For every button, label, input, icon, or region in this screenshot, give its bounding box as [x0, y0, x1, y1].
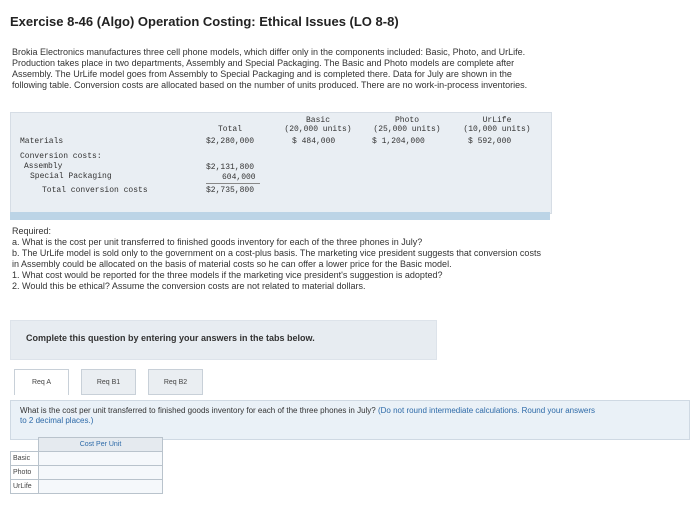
- header-basic-units: (20,000 units): [284, 125, 352, 134]
- answer-row-label-urlife: UrLife: [11, 480, 39, 494]
- cell-materials-photo: $ 1,204,000: [372, 137, 425, 146]
- intro-paragraph: [12, 47, 688, 91]
- table-bottom-strip: [10, 212, 550, 220]
- row-label-conversion: Conversion costs:: [20, 152, 102, 161]
- answer-corner: [11, 438, 39, 452]
- header-basic-label: Basic: [305, 116, 330, 125]
- row-label-total-conversion: Total conversion costs: [42, 186, 148, 195]
- intro-line: Assembly. The UrLife model goes from Assembly to Special Packaging and is completed there. Data for July are shown in the: [12, 69, 512, 79]
- answer-cell-photo: [39, 466, 163, 480]
- header-urlife-units: (10,000 units): [463, 125, 531, 134]
- header-basic: [280, 116, 356, 134]
- table-row: [11, 466, 163, 480]
- cell-total-conversion: $2,735,800: [206, 186, 255, 195]
- intro-line: Production takes place in two departments, Assembly and Special Packaging. The Basic and Photo models are complete after: [12, 58, 515, 68]
- intro-line: Brokia Electronics manufactures three cell phone models, which differ only in the components included: Basic, Photo, and UrLife.: [12, 47, 526, 57]
- header-photo-label: Photo: [394, 116, 419, 125]
- cost-per-unit-photo-input[interactable]: [41, 467, 159, 479]
- question-main: What is the cost per unit transferred to finished goods inventory for each of the three phones in July?: [20, 406, 376, 415]
- intro-line: following table. Conversion costs are allocated based on the number of units produced. There are no work-in-process inventories.: [12, 80, 528, 90]
- answer-row-label-basic: Basic: [11, 452, 39, 466]
- cost-per-unit-basic-input[interactable]: [41, 453, 159, 465]
- cell-special-packaging-total: 604,000: [222, 173, 256, 182]
- header-photo-units: (25,000 units): [373, 125, 441, 134]
- row-label-materials: Materials: [20, 137, 64, 146]
- cell-materials-total: $2,280,000: [206, 137, 255, 146]
- exercise-title: Exercise 8-46 (Algo) Operation Costing: Ethical Issues (LO 8-8): [10, 14, 399, 29]
- question-hint: (Do not round intermediate calculations. Round your answers to 2 decimal places.): [20, 406, 595, 425]
- tab-req-b2[interactable]: Req B2: [148, 369, 203, 395]
- cost-per-unit-urlife-input[interactable]: [41, 481, 159, 493]
- required-section: [12, 226, 692, 292]
- answer-cell-urlife: [39, 480, 163, 494]
- tab-req-a[interactable]: Req A: [14, 369, 69, 395]
- required-heading: Required:: [12, 226, 52, 236]
- cell-materials-urlife: $ 592,000: [468, 137, 512, 146]
- cell-assembly-total: $2,131,800: [206, 163, 255, 172]
- table-row: [11, 480, 163, 494]
- row-label-assembly: Assembly: [24, 162, 63, 171]
- header-urlife: [452, 116, 542, 134]
- header-photo: [364, 116, 450, 134]
- answer-row-label-photo: Photo: [11, 466, 39, 480]
- answer-header-row: [11, 438, 163, 452]
- row-label-special-packaging: Special Packaging: [30, 172, 112, 181]
- header-total: Total: [217, 125, 242, 134]
- required-line: a. What is the cost per unit transferred to finished goods inventory for each of the three phones in July?: [12, 237, 423, 247]
- required-line: 2. Would this be ethical? Assume the conversion costs are not related to material dollars.: [12, 281, 366, 291]
- question-text: [20, 406, 600, 426]
- table-row: [11, 452, 163, 466]
- required-line: 1. What cost would be reported for the three models if the marketing vice president's suggestion is adopted?: [12, 270, 443, 280]
- total-divider: [206, 183, 260, 184]
- tab-req-b1[interactable]: Req B1: [81, 369, 136, 395]
- header-urlife-label: UrLife: [482, 116, 512, 125]
- cell-materials-basic: $ 484,000: [292, 137, 336, 146]
- answer-table: [10, 437, 163, 494]
- required-line: b. The UrLife model is sold only to the government on a cost-plus basis. The marketing vice president suggests that conversion costs: [12, 248, 541, 258]
- instructions-text: Complete this question by entering your answers in the tabs below.: [26, 333, 315, 343]
- required-line: in Assembly could be allocated on the basis of material costs so he can offer a lower price for the Basic model.: [12, 259, 452, 269]
- answer-column-header: Cost Per Unit: [39, 438, 163, 452]
- answer-cell-basic: [39, 452, 163, 466]
